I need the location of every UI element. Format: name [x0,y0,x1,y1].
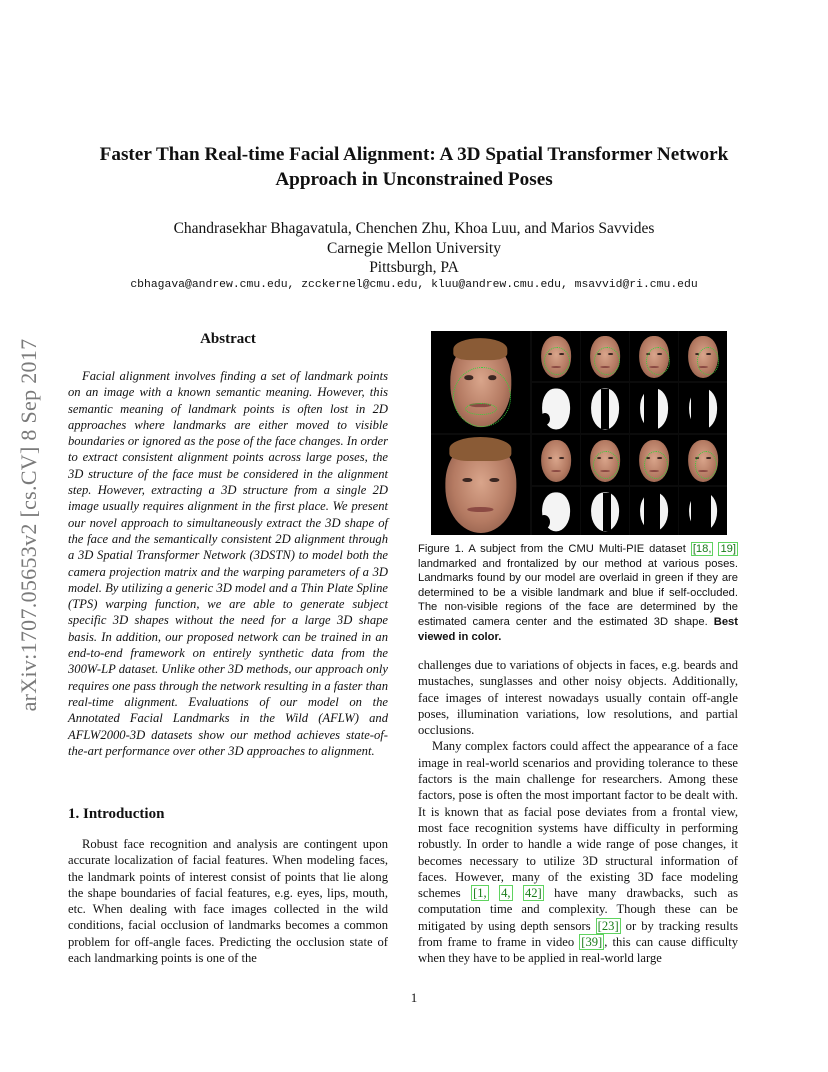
figure-1-caption: Figure 1. A subject from the CMU Multi-PIE dataset [18, 19] landmarked and frontalized by our method at various poses. Landmarks found by our model are overlaid in green if they are determined to be a visible landmark and blue if self-occluded. The non-visible regions of the face are determined by the estimated camera center and the estimated 3D shape. Best viewed in color. [418,543,738,643]
figure-mask-2 [581,383,629,433]
title-line-1: Faster Than Real-time Facial Alignment: A 3D Spatial Transformer Network [99,144,729,165]
authors: Chandrasekhar Bhagavatula, Chenchen Zhu, Khoa Luu, and Marios Savvides [173,220,655,237]
citation-link[interactable]: [1, [473,886,487,901]
title-line-2: Approach in Unconstrained Poses [275,169,553,190]
figure-pose-7 [630,435,678,485]
emails: cbhagava@andrew.cmu.edu, zcckernel@cmu.edu, kluu@andrew.cmu.edu, msavvid@ri.cmu.edu [130,279,698,291]
intro-heading: 1. Introduction [68,806,165,822]
location: Pittsburgh, PA [369,259,459,276]
figure-face-landmarked [431,331,530,433]
right-paragraph-1: challenges due to variations of objects in faces, e.g. beards and mustaches, sunglasses and other noisy objects. Additionally, face images of interest nowadays usually contain off-angle poses, illumination variations, low resolutions, and partial occlusions. [418,658,738,738]
right-column [418,657,738,967]
intro-paragraph: Robust face recognition and analysis are contingent upon accurate localization of facial features. When modeling faces, the landmark points of interest consist of points that lie along the shape boundaries of facial features, e.g. eyes, lips, mouth, etc. When dealing with face images collected in the wild conditions, facial occlusion of landmarks becomes a common problem for off-angle faces. Predicting the occlusion state of each landmarking points is one of the [68,837,388,966]
figure-mask-6 [581,487,629,535]
intro-column [68,836,388,966]
figure-mask-7 [630,487,678,535]
page-number: 1 [410,990,418,1005]
abstract-text: Facial alignment involves finding a set of landmark points on an image with a known semantic meaning. However, this semantic meaning of landmark points is often lost in 2D approaches where landmarks are either moved to visible boundaries or ignored as the pose of the face changes. In order to extract consistent alignment points across large poses, the 3D structure of the face must be considered in the alignment step. However, extracting a 3D structure from a single 2D image usually requires alignment in the first place. We present our novel approach to simultaneously extract the 3D shape of the face and the semantically consistent 2D alignment through a 3D Spatial Transformer Network (3DSTN) to model both the camera projection matrix and the warping parameters of a 3D model. By utilizing a generic 3D model and a Thin Plate Spline (TPS) warping function, we are able to generate subject specific 3D shapes without the need for a large 3D shape basis. In addition, our proposed network can be trained in an end-to-end framework on entirely synthetic data from the 300W-LP dataset. Unlike other 3D methods, our approach only requires one pass through the network resulting in a faster than real-time alignment. Evaluations of our model on the Annotated Facial Landmarks in the Wild (AFLW) and AFLW2000-3D datasets show our method achieves state-of-the-art performance over other 3D approaches to alignment. [68,369,388,758]
paper-title [60,142,768,192]
figure-face-frontalized [431,435,530,535]
right-paragraph-2: Many complex factors could affect the appearance of a face image in real-world scenarios and providing tolerance to these factors is the main challenge for researchers. Among these factors, pose is often the most important factor to be dealt with. It is known that as facial pose deviates from a frontal view, most face recognition systems have difficulty in performing robustly. In order to handle a wide range of pose changes, it becomes necessary to utilize 3D structural information of faces. However, many of the existing 3D face modeling schemes [1, 4, 42] have many drawbacks, such as computation time and complexity. Though these can be mitigated by using depth sensors [23] or by tracking results from frame to frame in video [39] , this can cause difficulty when they have to be applied in real-world large [418,739,738,966]
citation-link[interactable]: 4, [501,886,511,901]
abstract [68,368,388,759]
figure-mask-3 [630,383,678,433]
figure-pose-4 [679,331,727,381]
arxiv-stamp: arXiv:1707.05653v2 [cs.CV] 8 Sep 2017 [16,338,41,712]
citation-link[interactable]: [39] [581,935,603,950]
citation-link[interactable]: 19] [720,543,737,555]
caption-emphasis: Best viewed in color. [418,615,738,643]
abstract-heading: Abstract [200,331,256,347]
affiliation: Carnegie Mellon University [327,239,501,257]
citation-link[interactable]: [23] [597,918,619,933]
figure-mask-5 [532,487,580,535]
citation-link[interactable]: 42] [524,886,542,901]
figure-pose-2 [581,331,629,381]
figure-mask-4 [679,383,727,433]
figure-pose-1 [532,331,580,381]
figure-mask-1 [532,383,580,433]
author-block [60,219,768,278]
citation-link[interactable]: [18, [692,543,712,555]
figure-pose-6 [581,435,629,485]
figure-pose-8 [679,435,727,485]
figure-pose-5 [532,435,580,485]
figure-pose-3 [630,331,678,381]
figure-1-image [431,331,727,535]
figure-mask-8 [679,487,727,535]
